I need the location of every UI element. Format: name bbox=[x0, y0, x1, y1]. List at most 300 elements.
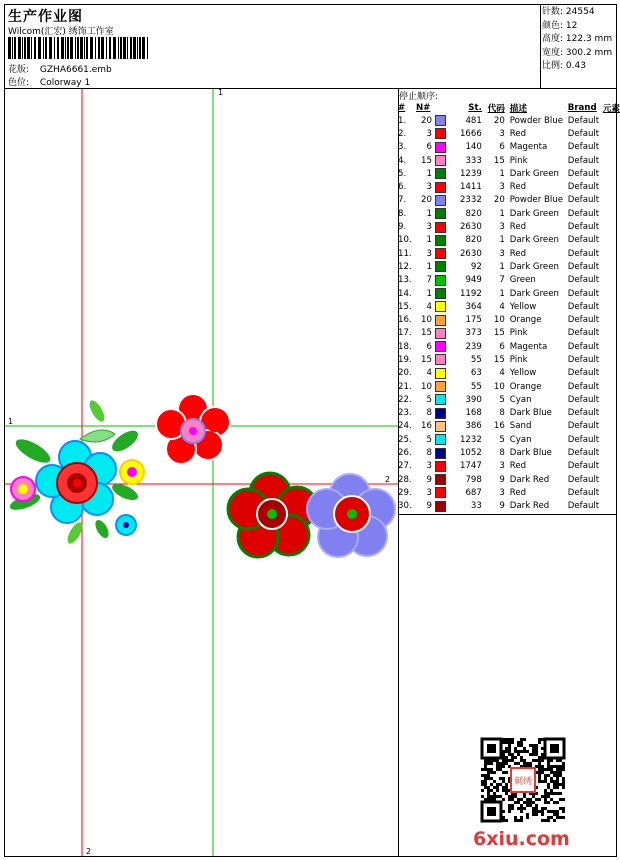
stat-stitches: 针数: 24554 bbox=[542, 7, 595, 17]
design-label: 花版: bbox=[8, 65, 30, 75]
axis-label-bottom: 2 bbox=[86, 847, 92, 856]
page-title: 生产作业图 bbox=[8, 9, 83, 25]
row-desc: Orange bbox=[509, 315, 542, 326]
row-code: 1 bbox=[499, 168, 505, 179]
row-desc: Yellow bbox=[509, 301, 537, 312]
row-desc: Dark Green bbox=[509, 168, 559, 179]
table-row bbox=[398, 420, 620, 433]
col-desc: 描述 bbox=[509, 104, 527, 114]
row-code: 5 bbox=[499, 434, 505, 445]
row-element bbox=[603, 353, 620, 366]
row-element bbox=[603, 393, 620, 406]
row-code: 15 bbox=[493, 155, 505, 166]
row-no: 8. bbox=[398, 208, 407, 219]
row-needle: 3 bbox=[426, 248, 432, 259]
row-no: 24. bbox=[398, 421, 412, 432]
flower-small-cyan bbox=[116, 515, 136, 535]
row-desc: Cyan bbox=[509, 434, 532, 445]
flower-red-blue bbox=[307, 474, 395, 557]
color-swatch bbox=[435, 260, 449, 273]
table-row bbox=[398, 287, 620, 300]
row-brand: Default bbox=[567, 368, 600, 379]
row-code: 3 bbox=[499, 248, 505, 259]
row-brand: Default bbox=[567, 208, 600, 219]
row-stitches: 55 bbox=[470, 354, 482, 365]
svg-text:刺绣: 刺绣 bbox=[513, 777, 533, 787]
row-stitches: 1192 bbox=[459, 288, 482, 299]
flower-yellow bbox=[120, 460, 144, 484]
design-value: GZHA6661.emb bbox=[39, 65, 112, 75]
row-needle: 3 bbox=[426, 461, 432, 472]
row-no: 1. bbox=[398, 115, 407, 126]
row-brand: Default bbox=[567, 408, 600, 419]
color-swatch bbox=[435, 207, 449, 220]
row-desc: Magenta bbox=[509, 142, 548, 153]
col-swatch bbox=[435, 102, 449, 114]
color-swatch bbox=[435, 154, 449, 167]
color-swatch bbox=[435, 180, 449, 193]
row-needle: 10 bbox=[421, 315, 432, 326]
color-swatch bbox=[435, 247, 449, 260]
row-code: 8 bbox=[499, 408, 505, 419]
row-element bbox=[603, 486, 620, 499]
row-needle: 3 bbox=[426, 222, 432, 233]
row-element bbox=[603, 473, 620, 486]
row-stitches: 390 bbox=[465, 394, 482, 405]
row-needle: 7 bbox=[426, 275, 432, 286]
row-no: 7. bbox=[398, 195, 407, 206]
row-brand: Default bbox=[567, 288, 600, 299]
row-needle: 1 bbox=[426, 235, 432, 246]
row-desc: Red bbox=[509, 248, 527, 259]
row-no: 6. bbox=[398, 182, 407, 193]
row-stitches: 92 bbox=[470, 261, 482, 272]
row-brand: Default bbox=[567, 461, 600, 472]
row-needle: 15 bbox=[421, 328, 432, 339]
row-code: 5 bbox=[499, 394, 505, 405]
col-stitches: St. bbox=[468, 103, 482, 113]
row-code: 1 bbox=[499, 235, 505, 246]
row-no: 28. bbox=[398, 474, 412, 485]
row-stitches: 140 bbox=[465, 142, 482, 153]
row-no: 11. bbox=[398, 248, 412, 259]
row-no: 29. bbox=[398, 487, 412, 498]
row-no: 23. bbox=[398, 408, 412, 419]
col-code: 代码 bbox=[487, 104, 505, 114]
row-stitches: 1666 bbox=[459, 128, 482, 139]
row-needle: 1 bbox=[426, 261, 432, 272]
row-code: 4 bbox=[499, 301, 505, 312]
row-no: 19. bbox=[398, 354, 412, 365]
row-code: 3 bbox=[499, 222, 505, 233]
table-row bbox=[398, 260, 620, 273]
row-element bbox=[603, 446, 620, 459]
row-element bbox=[603, 154, 620, 167]
row-element bbox=[603, 407, 620, 420]
color-swatch bbox=[435, 433, 449, 446]
row-stitches: 2630 bbox=[459, 222, 482, 233]
row-brand: Default bbox=[567, 195, 600, 206]
row-brand: Default bbox=[567, 155, 600, 166]
row-desc: Red bbox=[509, 222, 527, 233]
row-needle: 6 bbox=[426, 142, 432, 153]
row-desc: Powder Blue bbox=[509, 195, 563, 206]
row-no: 4. bbox=[398, 155, 407, 166]
row-stitches: 373 bbox=[465, 328, 482, 339]
color-swatch bbox=[435, 367, 449, 380]
row-needle: 8 bbox=[426, 408, 432, 419]
row-no: 18. bbox=[398, 341, 412, 352]
row-desc: Pink bbox=[509, 155, 528, 166]
row-element bbox=[603, 114, 620, 127]
col-needle: N# bbox=[415, 103, 431, 113]
row-desc: Yellow bbox=[509, 368, 537, 379]
row-needle: 3 bbox=[426, 487, 432, 498]
row-stitches: 687 bbox=[465, 487, 482, 498]
table-row bbox=[398, 446, 620, 459]
row-needle: 1 bbox=[426, 288, 432, 299]
row-brand: Default bbox=[567, 487, 600, 498]
color-swatch bbox=[435, 380, 449, 393]
table-row bbox=[398, 234, 620, 247]
row-stitches: 33 bbox=[470, 501, 482, 512]
row-stitches: 175 bbox=[465, 315, 482, 326]
design-canvas bbox=[5, 89, 398, 856]
row-no: 2. bbox=[398, 128, 407, 139]
row-brand: Default bbox=[567, 261, 600, 272]
color-swatch bbox=[435, 127, 449, 140]
table-row bbox=[398, 300, 620, 313]
color-swatch bbox=[435, 141, 449, 154]
row-element bbox=[603, 180, 620, 193]
row-brand: Default bbox=[567, 301, 600, 312]
row-no: 30. bbox=[398, 501, 412, 512]
row-brand: Default bbox=[567, 381, 600, 392]
row-stitches: 1747 bbox=[459, 461, 482, 472]
row-stitches: 1052 bbox=[459, 448, 482, 459]
row-stitches: 63 bbox=[470, 368, 482, 379]
row-no: 25. bbox=[398, 434, 412, 445]
row-desc: Orange bbox=[509, 381, 542, 392]
color-swatch bbox=[435, 420, 449, 433]
color-swatch bbox=[435, 274, 449, 287]
row-no: 5. bbox=[398, 168, 407, 179]
colorway-info bbox=[8, 75, 90, 88]
row-code: 3 bbox=[499, 461, 505, 472]
row-brand: Default bbox=[567, 394, 600, 405]
stat-height: 高度: 122.3 mm bbox=[542, 34, 613, 44]
row-stitches: 798 bbox=[465, 474, 482, 485]
row-element bbox=[603, 287, 620, 300]
row-desc: Dark Green bbox=[509, 288, 559, 299]
row-desc: Cyan bbox=[509, 394, 532, 405]
row-no: 13. bbox=[398, 275, 412, 286]
table-row bbox=[398, 313, 620, 326]
barcode bbox=[8, 37, 150, 59]
color-swatch bbox=[435, 300, 449, 313]
row-element bbox=[603, 247, 620, 260]
row-needle: 6 bbox=[426, 341, 432, 352]
company-name: Wilcom(汇宏) 绣饰工作室 bbox=[8, 27, 114, 37]
row-desc: Red bbox=[509, 461, 527, 472]
row-brand: Default bbox=[567, 421, 600, 432]
qr-code bbox=[480, 737, 566, 823]
row-desc: Magenta bbox=[509, 341, 548, 352]
row-needle: 3 bbox=[426, 128, 432, 139]
color-swatch bbox=[435, 340, 449, 353]
table-header bbox=[398, 102, 620, 114]
row-no: 17. bbox=[398, 328, 412, 339]
row-code: 1 bbox=[499, 208, 505, 219]
row-desc: Dark Green bbox=[509, 261, 559, 272]
row-needle: 20 bbox=[421, 195, 432, 206]
row-brand: Default bbox=[567, 222, 600, 233]
colorway-value: Colorway 1 bbox=[39, 78, 91, 88]
color-swatch bbox=[435, 114, 449, 127]
row-code: 20 bbox=[493, 195, 505, 206]
row-no: 26. bbox=[398, 448, 412, 459]
row-element bbox=[603, 127, 620, 140]
color-sequence-table bbox=[398, 102, 620, 513]
table-row bbox=[398, 460, 620, 473]
sequence-bottom-divider bbox=[398, 514, 617, 515]
row-code: 8 bbox=[499, 448, 505, 459]
row-desc: Pink bbox=[509, 354, 528, 365]
row-needle: 4 bbox=[426, 368, 432, 379]
row-code: 9 bbox=[499, 474, 505, 485]
table-row bbox=[398, 500, 620, 513]
table-row bbox=[398, 486, 620, 499]
table-row bbox=[398, 274, 620, 287]
row-needle: 10 bbox=[421, 381, 432, 392]
row-brand: Default bbox=[567, 182, 600, 193]
row-brand: Default bbox=[567, 248, 600, 259]
row-stitches: 820 bbox=[465, 235, 482, 246]
color-swatch bbox=[435, 500, 449, 513]
color-swatch bbox=[435, 327, 449, 340]
row-code: 1 bbox=[499, 261, 505, 272]
stats-divider bbox=[540, 4, 541, 88]
row-stitches: 1411 bbox=[459, 182, 482, 193]
row-brand: Default bbox=[567, 474, 600, 485]
table-row bbox=[398, 433, 620, 446]
row-element bbox=[603, 420, 620, 433]
row-no: 27. bbox=[398, 461, 412, 472]
row-brand: Default bbox=[567, 328, 600, 339]
row-element bbox=[603, 313, 620, 326]
row-code: 4 bbox=[499, 368, 505, 379]
row-desc: Sand bbox=[509, 421, 532, 432]
color-swatch bbox=[435, 194, 449, 207]
row-needle: 9 bbox=[426, 474, 432, 485]
row-brand: Default bbox=[567, 128, 600, 139]
row-needle: 5 bbox=[426, 434, 432, 445]
row-code: 6 bbox=[499, 142, 505, 153]
site-watermark: 6xiu.com bbox=[473, 828, 570, 850]
row-brand: Default bbox=[567, 501, 600, 512]
table-row bbox=[398, 220, 620, 233]
row-element bbox=[603, 433, 620, 446]
row-code: 15 bbox=[493, 328, 505, 339]
row-needle: 15 bbox=[421, 354, 432, 365]
row-element bbox=[603, 340, 620, 353]
row-desc: Dark Green bbox=[509, 208, 559, 219]
table-row bbox=[398, 167, 620, 180]
row-no: 21. bbox=[398, 381, 412, 392]
row-desc: Dark Green bbox=[509, 235, 559, 246]
row-desc: Red bbox=[509, 487, 527, 498]
row-no: 10. bbox=[398, 235, 412, 246]
row-desc: Red bbox=[509, 128, 527, 139]
row-no: 12. bbox=[398, 261, 412, 272]
row-stitches: 2332 bbox=[459, 195, 482, 206]
stat-colors: 颜色: 12 bbox=[542, 20, 578, 31]
color-swatch bbox=[435, 167, 449, 180]
row-brand: Default bbox=[567, 341, 600, 352]
row-code: 10 bbox=[493, 381, 505, 392]
color-swatch bbox=[435, 473, 449, 486]
row-element bbox=[603, 194, 620, 207]
table-row bbox=[398, 141, 620, 154]
row-code: 20 bbox=[493, 115, 505, 126]
row-desc: Green bbox=[509, 275, 536, 286]
row-element bbox=[603, 460, 620, 473]
row-desc: Pink bbox=[509, 328, 528, 339]
row-element bbox=[603, 380, 620, 393]
table-row bbox=[398, 154, 620, 167]
row-code: 6 bbox=[499, 341, 505, 352]
col-no: # bbox=[398, 103, 406, 113]
table-row bbox=[398, 393, 620, 406]
row-no: 20. bbox=[398, 368, 412, 379]
flower-pink bbox=[11, 477, 35, 501]
flower-red-green bbox=[228, 473, 317, 557]
table-row bbox=[398, 127, 620, 140]
row-element bbox=[603, 141, 620, 154]
table-row bbox=[398, 367, 620, 380]
row-stitches: 333 bbox=[465, 155, 482, 166]
col-element: 元素 bbox=[602, 104, 620, 114]
stat-scale: 比例: 0.43 bbox=[542, 61, 586, 71]
table-row bbox=[398, 180, 620, 193]
row-stitches: 481 bbox=[465, 115, 482, 126]
row-element bbox=[603, 300, 620, 313]
row-stitches: 168 bbox=[465, 408, 482, 419]
row-needle: 4 bbox=[426, 301, 432, 312]
table-row bbox=[398, 207, 620, 220]
row-brand: Default bbox=[567, 448, 600, 459]
row-stitches: 364 bbox=[465, 301, 482, 312]
design-info bbox=[8, 62, 112, 75]
row-brand: Default bbox=[567, 142, 600, 153]
row-element bbox=[603, 327, 620, 340]
row-code: 3 bbox=[499, 487, 505, 498]
row-needle: 16 bbox=[421, 421, 432, 432]
row-stitches: 386 bbox=[465, 421, 482, 432]
table-row bbox=[398, 407, 620, 420]
row-stitches: 949 bbox=[465, 275, 482, 286]
row-brand: Default bbox=[567, 115, 600, 126]
row-desc: Powder Blue bbox=[509, 115, 563, 126]
row-code: 7 bbox=[499, 275, 505, 286]
color-swatch bbox=[435, 313, 449, 326]
row-no: 14. bbox=[398, 288, 412, 299]
design-stats bbox=[542, 6, 612, 74]
row-code: 3 bbox=[499, 128, 505, 139]
row-stitches: 1239 bbox=[459, 168, 482, 179]
row-element bbox=[603, 274, 620, 287]
row-needle: 20 bbox=[421, 115, 432, 126]
row-desc: Dark Blue bbox=[509, 408, 552, 419]
row-no: 3. bbox=[398, 142, 407, 153]
row-needle: 8 bbox=[426, 448, 432, 459]
row-brand: Default bbox=[567, 434, 600, 445]
color-swatch bbox=[435, 486, 449, 499]
color-swatch bbox=[435, 393, 449, 406]
row-desc: Dark Blue bbox=[509, 448, 552, 459]
table-row bbox=[398, 247, 620, 260]
row-needle: 1 bbox=[426, 168, 432, 179]
row-code: 10 bbox=[493, 315, 505, 326]
row-needle: 3 bbox=[426, 182, 432, 193]
row-stitches: 820 bbox=[465, 208, 482, 219]
row-no: 22. bbox=[398, 394, 412, 405]
row-no: 9. bbox=[398, 222, 407, 233]
col-brand: Brand bbox=[567, 103, 597, 113]
color-swatch bbox=[435, 353, 449, 366]
row-code: 3 bbox=[499, 182, 505, 193]
row-code: 15 bbox=[493, 354, 505, 365]
colorway-label: 色位: bbox=[8, 78, 30, 88]
table-row bbox=[398, 473, 620, 486]
row-element bbox=[603, 367, 620, 380]
axis-label-right: 2 bbox=[385, 475, 391, 484]
row-needle: 5 bbox=[426, 394, 432, 405]
row-no: 16. bbox=[398, 315, 412, 326]
table-row bbox=[398, 327, 620, 340]
table-row bbox=[398, 194, 620, 207]
row-brand: Default bbox=[567, 354, 600, 365]
stat-width: 宽度: 300.2 mm bbox=[542, 47, 613, 58]
row-code: 16 bbox=[493, 421, 505, 432]
row-brand: Default bbox=[567, 275, 600, 286]
table-row bbox=[398, 114, 620, 127]
row-desc: Red bbox=[509, 182, 527, 193]
sequence-title: 停止顺序: bbox=[399, 92, 439, 102]
row-brand: Default bbox=[567, 235, 600, 246]
axis-label-left: 1 bbox=[8, 417, 14, 426]
table-row bbox=[398, 380, 620, 393]
color-swatch bbox=[435, 446, 449, 459]
table-row bbox=[398, 340, 620, 353]
color-swatch bbox=[435, 234, 449, 247]
row-needle: 15 bbox=[421, 155, 432, 166]
table-row bbox=[398, 353, 620, 366]
row-element bbox=[603, 167, 620, 180]
color-swatch bbox=[435, 460, 449, 473]
color-swatch bbox=[435, 407, 449, 420]
row-brand: Default bbox=[567, 315, 600, 326]
axis-label-top: 1 bbox=[218, 88, 224, 97]
color-swatch bbox=[435, 287, 449, 300]
row-stitches: 239 bbox=[465, 341, 482, 352]
row-needle: 9 bbox=[426, 501, 432, 512]
row-stitches: 55 bbox=[470, 381, 482, 392]
row-element bbox=[603, 220, 620, 233]
row-stitches: 1232 bbox=[459, 434, 482, 445]
row-element bbox=[603, 207, 620, 220]
row-no: 15. bbox=[398, 301, 412, 312]
